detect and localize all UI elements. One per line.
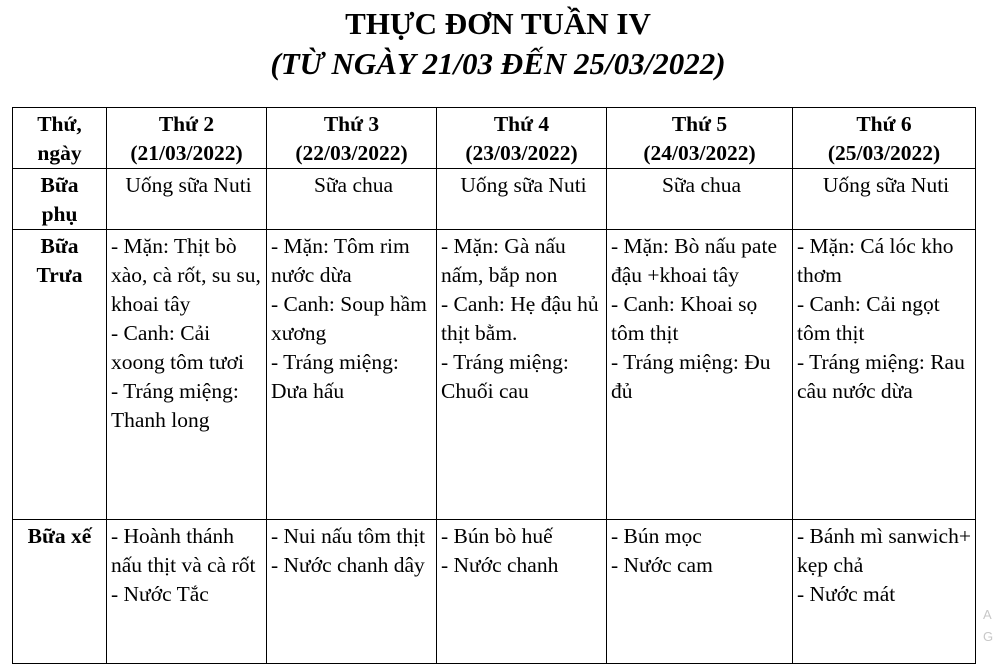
- menu-item: - Nước Tắc: [111, 582, 209, 606]
- header-day-thu: [607, 108, 793, 169]
- menu-item: - Tráng miệng: Rau câu nước dừa: [797, 350, 965, 403]
- lunch-row-label: [13, 230, 107, 520]
- afternoon-snack-row: [13, 520, 976, 664]
- menu-item: - Canh: Cải xoong tôm tươi: [111, 321, 244, 374]
- day-date: (24/03/2022): [643, 141, 756, 165]
- afternoon-snack-row-label: Bữa xế: [13, 520, 107, 664]
- menu-item: - Tráng miệng: Dưa hấu: [271, 350, 399, 403]
- header-label-line2: ngày: [37, 141, 82, 165]
- activation-watermark: [983, 604, 993, 648]
- menu-item: - Tráng miệng: Đu đủ: [611, 350, 771, 403]
- menu-item: - Hoành thánh nấu thịt và cà rốt: [111, 524, 256, 577]
- row-label-line2: Trưa: [36, 263, 83, 287]
- row-label-line2: phụ: [41, 202, 78, 226]
- day-date: (21/03/2022): [130, 141, 243, 165]
- table-header-row: [13, 108, 976, 169]
- menu-item: - Tráng miệng: Chuối cau: [441, 350, 569, 403]
- menu-item: - Mặn: Cá lóc kho thơm: [797, 234, 954, 287]
- menu-item: - Nước cam: [611, 553, 713, 577]
- menu-item: - Mặn: Thịt bò xào, cà rốt, su su, khoai tây: [111, 234, 261, 316]
- lunch-cell-tue: [267, 230, 437, 520]
- menu-item: - Bún mọc: [611, 524, 702, 548]
- snack-row-label: [13, 169, 107, 230]
- menu-item: - Mặn: Tôm rim nước dừa: [271, 234, 410, 287]
- menu-item: - Bánh mì sanwich+ kẹp chả: [797, 524, 971, 577]
- lunch-row: [13, 230, 976, 520]
- menu-item: - Canh: Soup hầm xương: [271, 292, 427, 345]
- menu-item: - Bún bò huế: [441, 524, 553, 548]
- day-name: Thứ 3: [323, 112, 380, 136]
- afternoon-cell-fri: [793, 520, 976, 664]
- menu-title: THỰC ĐƠN TUẦN IV: [345, 6, 651, 41]
- row-label-line1: Bữa: [40, 173, 79, 197]
- menu-item: - Canh: Khoai sọ tôm thịt: [611, 292, 758, 345]
- header-day-fri: [793, 108, 976, 169]
- day-date: (22/03/2022): [295, 141, 408, 165]
- menu-item: - Nui nấu tôm thịt: [271, 524, 426, 548]
- watermark-line1: A: [983, 607, 992, 622]
- header-day-tue: [267, 108, 437, 169]
- weekly-menu-table: [12, 107, 976, 664]
- menu-item: - Canh: Hẹ đậu hủ thịt bằm.: [441, 292, 599, 345]
- day-name: Thứ 2: [158, 112, 215, 136]
- afternoon-cell-tue: [267, 520, 437, 664]
- day-name: Thứ 5: [671, 112, 728, 136]
- menu-date-range: (TỪ NGÀY 21/03 ĐẾN 25/03/2022): [270, 46, 726, 81]
- snack-row: [13, 169, 976, 230]
- snack-cell-wed: Uống sữa Nuti: [437, 169, 607, 230]
- menu-item: - Mặn: Bò nấu pate đậu +khoai tây: [611, 234, 777, 287]
- header-label-line1: Thứ,: [37, 112, 82, 136]
- menu-item: - Tráng miệng: Thanh long: [111, 379, 239, 432]
- row-label-line1: Bữa: [40, 234, 79, 258]
- day-name: Thứ 4: [493, 112, 550, 136]
- day-date: (25/03/2022): [827, 141, 941, 165]
- menu-item: - Mặn: Gà nấu nấm, bắp non: [441, 234, 566, 287]
- menu-item: - Nước chanh dây: [271, 553, 425, 577]
- header-day-mon: [107, 108, 267, 169]
- day-date: (23/03/2022): [465, 141, 578, 165]
- lunch-cell-thu: [607, 230, 793, 520]
- menu-item: - Canh: Cải ngọt tôm thịt: [797, 292, 940, 345]
- snack-cell-fri: Uống sữa Nuti: [793, 169, 976, 230]
- snack-cell-thu: Sữa chua: [607, 169, 793, 230]
- day-name: Thứ 6: [856, 112, 912, 136]
- afternoon-cell-wed: [437, 520, 607, 664]
- lunch-cell-mon: [107, 230, 267, 520]
- snack-cell-tue: Sữa chua: [267, 169, 437, 230]
- lunch-cell-wed: [437, 230, 607, 520]
- afternoon-cell-thu: [607, 520, 793, 664]
- watermark-line2: G: [983, 629, 994, 644]
- snack-cell-mon: Uống sữa Nuti: [107, 169, 267, 230]
- lunch-cell-fri: [793, 230, 976, 520]
- menu-item: - Nước mát: [797, 582, 896, 606]
- header-day-wed: [437, 108, 607, 169]
- header-label-cell: [13, 108, 107, 169]
- menu-item: - Nước chanh: [441, 553, 559, 577]
- afternoon-cell-mon: [107, 520, 267, 664]
